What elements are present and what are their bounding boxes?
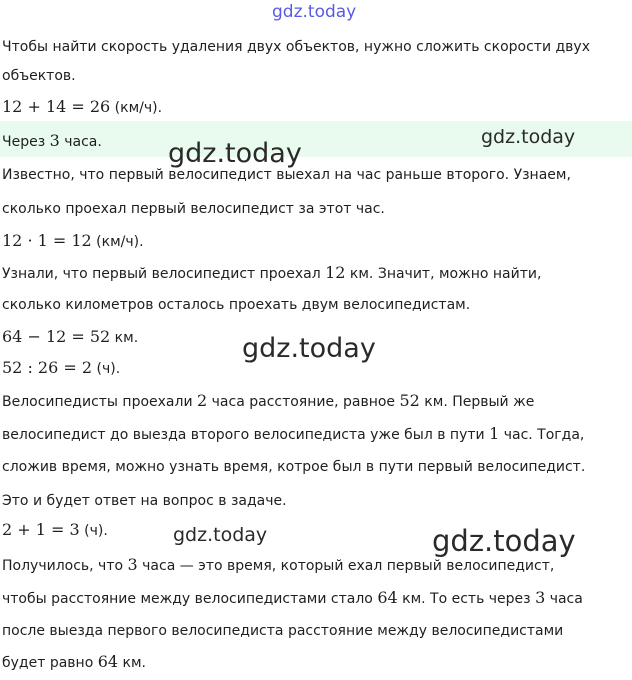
text-segment: Через xyxy=(2,134,50,150)
math-expression: 12 xyxy=(325,263,346,282)
math-expression: 12 + 14 = 26 xyxy=(2,97,111,116)
text-segment: сложив время, можно узнать время, котрое был в пути первый велосипедист. xyxy=(2,459,586,475)
text-segment: Узнали, что первый велосипедист проехал xyxy=(2,266,326,282)
text-segment: будет равно xyxy=(2,655,98,671)
text-line xyxy=(2,621,563,641)
text-line xyxy=(2,97,162,118)
text-segment: часа — это время, который ехал первый велосипедист, xyxy=(137,558,555,574)
text-line xyxy=(2,327,138,348)
text-segment: км. Первый же xyxy=(419,394,535,410)
text-segment: велосипедист до выезда второго велосипедиста уже был в пути xyxy=(2,427,490,443)
text-line xyxy=(2,231,144,252)
text-line xyxy=(2,457,585,477)
math-expression: 64 xyxy=(377,588,398,607)
text-segment: км. xyxy=(118,655,146,671)
text-line xyxy=(2,391,534,412)
text-line xyxy=(2,295,470,315)
text-segment: Получилось, что xyxy=(2,558,128,574)
math-expression: 2 + 1 = 3 xyxy=(2,520,80,539)
text-segment: Это и будет ответ на вопрос в задаче. xyxy=(2,493,287,509)
text-segment: км. xyxy=(110,330,139,346)
math-expression: 52 : 26 = 2 xyxy=(2,358,93,377)
math-expression: 2 xyxy=(197,391,208,410)
text-segment: после выезда первого велосипедиста расстояние между велосипедистами xyxy=(2,623,564,639)
text-line xyxy=(2,37,590,57)
text-line xyxy=(2,199,385,219)
text-segment: часа расстояние, равное xyxy=(207,394,400,410)
watermark: gdz.today xyxy=(168,138,302,169)
text-line xyxy=(2,491,287,511)
text-segment: Известно, что первый велосипедист выехал на час раньше второго. Узнаем, xyxy=(2,167,571,183)
watermark: gdz.today xyxy=(173,524,268,546)
text-line xyxy=(2,588,583,609)
math-expression: 3 xyxy=(535,588,546,607)
text-segment: км. Значит, можно найти, xyxy=(345,266,542,282)
text-segment: (ч). xyxy=(92,361,121,377)
text-segment: чтобы расстояние между велосипедистами стало xyxy=(2,591,378,607)
text-line xyxy=(2,263,541,284)
text-line xyxy=(2,520,108,541)
text-segment: сколько проехал первый велосипедист за этот час. xyxy=(2,201,385,217)
math-expression: 3 xyxy=(127,555,138,574)
text-line xyxy=(2,358,120,379)
text-line xyxy=(2,131,102,152)
text-segment: час. Тогда, xyxy=(499,427,585,443)
text-segment: часа. xyxy=(59,134,102,150)
text-line xyxy=(2,66,76,86)
text-segment: Велосипедисты проехали xyxy=(2,394,198,410)
text-line xyxy=(2,555,554,576)
math-expression: 64 − 12 = 52 xyxy=(2,327,111,346)
text-segment: часа xyxy=(545,591,583,607)
text-segment: (км/ч). xyxy=(110,100,163,116)
watermark: gdz.today xyxy=(481,126,576,148)
math-expression: 64 xyxy=(97,652,119,671)
site-watermark-header: gdz.today xyxy=(272,2,357,22)
text-segment: Чтобы найти скорость удаления двух объектов, нужно сложить скорости двух xyxy=(2,39,590,55)
math-expression: 3 xyxy=(49,131,60,150)
text-segment: (км/ч). xyxy=(91,234,144,250)
math-expression: 52 xyxy=(399,391,420,410)
math-expression: 12 · 1 = 12 xyxy=(2,231,92,250)
text-segment: сколько километров осталось проехать двум велосипедистам. xyxy=(2,297,471,313)
math-expression: 1 xyxy=(489,424,500,443)
text-line xyxy=(2,424,584,445)
text-segment: объектов. xyxy=(2,68,76,84)
watermark: gdz.today xyxy=(242,333,376,364)
text-segment: (ч). xyxy=(79,523,108,539)
text-segment: км. То есть через xyxy=(397,591,536,607)
text-line xyxy=(2,652,146,673)
watermark: gdz.today xyxy=(432,524,576,558)
